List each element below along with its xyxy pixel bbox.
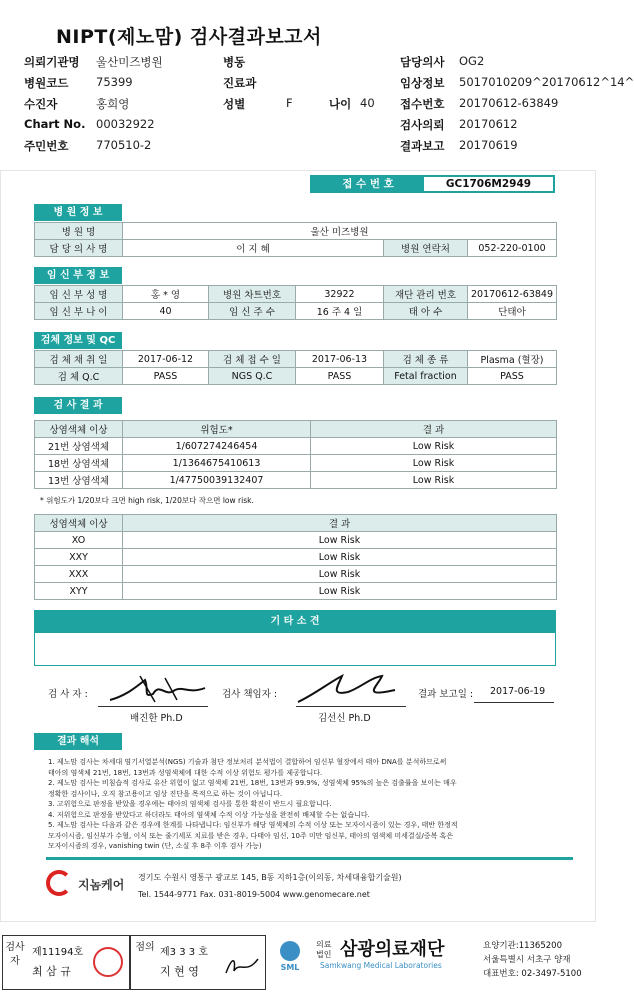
- report-label: 결과보고: [400, 139, 445, 153]
- institution-value: 울산미즈병원: [96, 55, 163, 69]
- responsible-sign-line: [296, 706, 406, 707]
- pregnant-weeks-value: 16 주 4 일: [296, 303, 384, 320]
- reviewer-vertical-label: 점의: [135, 942, 155, 953]
- org-english-name: Samkwang Medical Laboratories: [320, 961, 442, 970]
- tester-license-name: 최 삼 규: [32, 965, 71, 978]
- interpretation-line: 모자이시즘의 경우, vanishing twin (단, 소실 후 8주 이후 검사 가능): [48, 842, 262, 850]
- interpretation-line: 1. 제노맘 검사는 차세대 염기서열분석(NGS) 기술과 첨단 정보처리 분석법이 결합하여 임신부 혈장에서 태아 DNA를 분석하므로써: [48, 758, 447, 766]
- tester-signature: [105, 668, 210, 708]
- tester-name: 배진한 Ph.D: [130, 713, 183, 724]
- specimen-receive-label: 검 체 접 수 일: [209, 351, 296, 368]
- specimen-collect-label: 검 체 채 취 일: [35, 351, 123, 368]
- pregnant-name-value: 홍 * 영: [123, 286, 209, 303]
- specimen-ff-value: PASS: [468, 368, 557, 385]
- pregnant-weeks-label: 임 신 주 수: [209, 303, 296, 320]
- risk-note: * 위험도가 1/20보다 크면 high risk, 1/20보다 작으면 low risk.: [40, 496, 254, 505]
- tester-label: 검 사 자 :: [48, 689, 88, 700]
- sex-label: 성별: [223, 97, 246, 111]
- chart-value: 00032922: [96, 117, 155, 131]
- report-date-line: [474, 702, 554, 703]
- report-value: 20170619: [459, 138, 518, 152]
- interpretation-text: [48, 757, 558, 852]
- specimen-ngs-label: NGS Q.C: [209, 368, 296, 385]
- sex-name: XYY: [35, 583, 123, 600]
- pregnant-fetus-label: 태 아 수: [384, 303, 468, 320]
- hospital-doctor-label: 담 당 의 사 명: [35, 240, 123, 257]
- table-row: [35, 566, 557, 583]
- autosome-result: Low Risk: [311, 472, 557, 489]
- specimen-ngs-value: PASS: [296, 368, 384, 385]
- institution-label: 의뢰기관명: [24, 55, 80, 69]
- tester-sign-line: [98, 706, 208, 707]
- request-value: 20170612: [459, 117, 518, 131]
- autosome-col1-header: 상염색체 이상: [35, 421, 123, 438]
- sex-col2-header: 결 과: [123, 515, 557, 532]
- doctor-value: OG2: [459, 54, 485, 68]
- org-phone: 대표번호: 02-3497-5100: [483, 969, 582, 979]
- responsible-label: 검사 책임자 :: [222, 689, 278, 700]
- pregnant-chart-label: 병원 차트번호: [209, 286, 296, 303]
- sex-name: XXY: [35, 549, 123, 566]
- receipt-label: 접수번호: [400, 97, 445, 111]
- specimen-type-label: 검 체 종 류: [384, 351, 468, 368]
- sex-chromosome-table: [34, 514, 557, 600]
- interpretation-line: 5. 제노맘 검사는 다음과 같은 경우에 한계를 나타냅니다: 임신부가 해당 염색체의 수적 이상 또는 모자이시즘이 있는 경우, 태반 한정적: [48, 821, 458, 829]
- specimen-qc-value: PASS: [123, 368, 209, 385]
- pregnant-mgmt-label: 재단 관리 번호: [384, 286, 468, 303]
- doctor-label: 담당의사: [400, 55, 445, 69]
- pregnant-age-value: 40: [123, 303, 209, 320]
- svg-text:SML: SML: [280, 963, 300, 972]
- org-name: 삼광의료재단: [340, 939, 445, 960]
- reviewer-license-no: 제3 3 3 호: [160, 947, 208, 958]
- interpretation-line: 태아의 염색체 21번, 18번, 13번과 성염색체에 대한 수적 이상 위험도 평가를 제공합니다.: [48, 768, 323, 777]
- footer: [0, 935, 596, 1000]
- interpretation-line: 정확한 검사이나, 오직 참고용이고 임상 진단을 목적으로 하는 것이 아닙니다.: [48, 789, 283, 798]
- sex-result: Low Risk: [123, 532, 557, 549]
- sex-value: F: [286, 96, 293, 110]
- section-results: 검 사 결 과: [34, 397, 122, 414]
- seal-stamp-icon: [93, 947, 123, 977]
- table-row: [35, 472, 557, 489]
- autosome-risk: 1/47750039132407: [123, 472, 311, 489]
- report-title: NIPT(제노맘) 검사결과보고서: [56, 26, 322, 48]
- autosome-risk: 1/1364675410613: [123, 455, 311, 472]
- autosome-col3-header: 결 과: [311, 421, 557, 438]
- patient-value: 홍희영: [96, 97, 130, 111]
- genomecare-logo-icon: [46, 870, 72, 896]
- lab-address: 경기도 수원시 영통구 광교로 145, B동 지하1층(이의동, 차세대융합기술원): [138, 873, 402, 882]
- clinical-value: 5017010209^20170612^14^: [459, 75, 634, 89]
- pregnant-fetus-value: 단태아: [468, 303, 557, 320]
- autosome-name: 13번 상염색체: [35, 472, 123, 489]
- interpretation-line: 모자이시즘, 임신부가 수혈, 이식 또는 줄기세포 치료를 받은 경우, 다태아 임신, 10주 미만 임신부, 태아의 염색체 미세결실/중복 혹은: [48, 831, 454, 840]
- org-address: 서울특별시 서초구 양재: [483, 955, 571, 965]
- autosome-result: Low Risk: [311, 438, 557, 455]
- pregnant-mgmt-value: 20170612-63849: [468, 286, 557, 303]
- hospital-table: [34, 222, 557, 257]
- sex-name: XO: [35, 532, 123, 549]
- org-code: 요양기관:11365200: [483, 941, 562, 951]
- receipt-box: [310, 175, 555, 193]
- table-row: [35, 583, 557, 600]
- chart-label: Chart No.: [24, 117, 86, 131]
- divider: [46, 857, 573, 860]
- age-value: 40: [360, 96, 375, 110]
- sex-name: XXX: [35, 566, 123, 583]
- table-row: [35, 549, 557, 566]
- report-date-value: 2017-06-19: [490, 686, 546, 697]
- ward-label: 병동: [223, 55, 246, 69]
- receipt-box-value: GC1706M2949: [445, 178, 532, 190]
- specimen-ff-label: Fetal fraction: [384, 368, 468, 385]
- sml-logo-icon: [270, 937, 310, 973]
- hospital-doctor-value: 이 지 혜: [123, 240, 384, 257]
- section-interpretation: 결과 해석: [34, 733, 122, 750]
- pregnant-chart-value: 32922: [296, 286, 384, 303]
- hospital-name-value: 울산 미즈병원: [123, 223, 557, 240]
- remarks-box: [34, 610, 556, 666]
- lab-name: 지놈케어: [78, 878, 125, 892]
- sex-col1-header: 성염색체 이상: [35, 515, 123, 532]
- section-pregnant: 임 신 부 정 보: [34, 267, 122, 284]
- responsible-name: 김선신 Ph.D: [318, 713, 371, 724]
- org-prefix: 의료법인: [316, 940, 332, 959]
- pregnant-table: [34, 285, 557, 320]
- hospital-code-label: 병원코드: [24, 76, 69, 90]
- receipt-value: 20170612-63849: [459, 96, 559, 110]
- pregnant-age-label: 임 신 부 나 이: [35, 303, 123, 320]
- receipt-box-label: 접 수 번 호: [312, 177, 424, 191]
- tester-vertical-label: 검사자: [5, 942, 25, 967]
- table-row: [35, 438, 557, 455]
- pregnant-name-label: 임 신 부 성 명: [35, 286, 123, 303]
- autosome-table: [34, 420, 557, 489]
- reviewer-signature: [222, 953, 262, 981]
- sex-result: Low Risk: [123, 583, 557, 600]
- autosome-col2-header: 위험도*: [123, 421, 311, 438]
- sex-result: Low Risk: [123, 549, 557, 566]
- specimen-type-value: Plasma (혈장): [468, 351, 557, 368]
- tester-license-no: 제11194호: [32, 947, 84, 958]
- interpretation-line: 4. 저위험으로 판정을 받았다고 하더라도 태아의 염색체 수적 이상 가능성을 완전히 배제할 수는 없습니다.: [48, 810, 370, 819]
- remarks-title: 기 타 소 견: [35, 611, 555, 633]
- table-row: [35, 455, 557, 472]
- autosome-result: Low Risk: [311, 455, 557, 472]
- age-label: 나이: [329, 97, 352, 111]
- autosome-risk: 1/607274246454: [123, 438, 311, 455]
- section-specimen: 검체 정보 및 QC: [34, 332, 122, 349]
- resident-label: 주민번호: [24, 139, 69, 153]
- header-info: [24, 54, 634, 159]
- report-date-label: 결과 보고일 :: [418, 689, 474, 700]
- table-row: [35, 532, 557, 549]
- interpretation-line: 2. 제노맘 검사는 비침습적 검사로 유산 위험이 없고 염색체 21번, 18번, 13번과 99.9%, 성염색체 95%의 높은 검출률을 보이는 매우: [48, 779, 457, 787]
- hospital-phone-value: 052-220-0100: [468, 240, 557, 257]
- hospital-phone-label: 병원 연락처: [384, 240, 468, 257]
- hospital-code-value: 75399: [96, 75, 133, 89]
- sex-result: Low Risk: [123, 566, 557, 583]
- section-hospital: 병 원 정 보: [34, 204, 122, 221]
- reviewer-license-name: 지 현 영: [160, 965, 199, 978]
- specimen-table: [34, 350, 557, 385]
- responsible-signature: [290, 668, 400, 708]
- hospital-name-label: 병 원 명: [35, 223, 123, 240]
- interpretation-line: 3. 고위험으로 판정을 받았을 경우에는 태아의 염색체 검사를 통한 확진이 반드시 필요합니다.: [48, 800, 332, 808]
- patient-label: 수진자: [24, 97, 58, 111]
- specimen-receive-value: 2017-06-13: [296, 351, 384, 368]
- specimen-collect-value: 2017-06-12: [123, 351, 209, 368]
- lab-address-block: [138, 869, 402, 903]
- request-label: 검사의뢰: [400, 118, 445, 132]
- specimen-qc-label: 검 체 Q.C: [35, 368, 123, 385]
- clinical-label: 임상정보: [400, 76, 445, 90]
- dept-label: 진료과: [223, 76, 257, 90]
- resident-value: 770510-2: [96, 138, 152, 152]
- lab-contact: Tel. 1544-9771 Fax. 031-8019-5004 www.genomecare.net: [138, 890, 370, 899]
- autosome-name: 18번 상염색체: [35, 455, 123, 472]
- autosome-name: 21번 상염색체: [35, 438, 123, 455]
